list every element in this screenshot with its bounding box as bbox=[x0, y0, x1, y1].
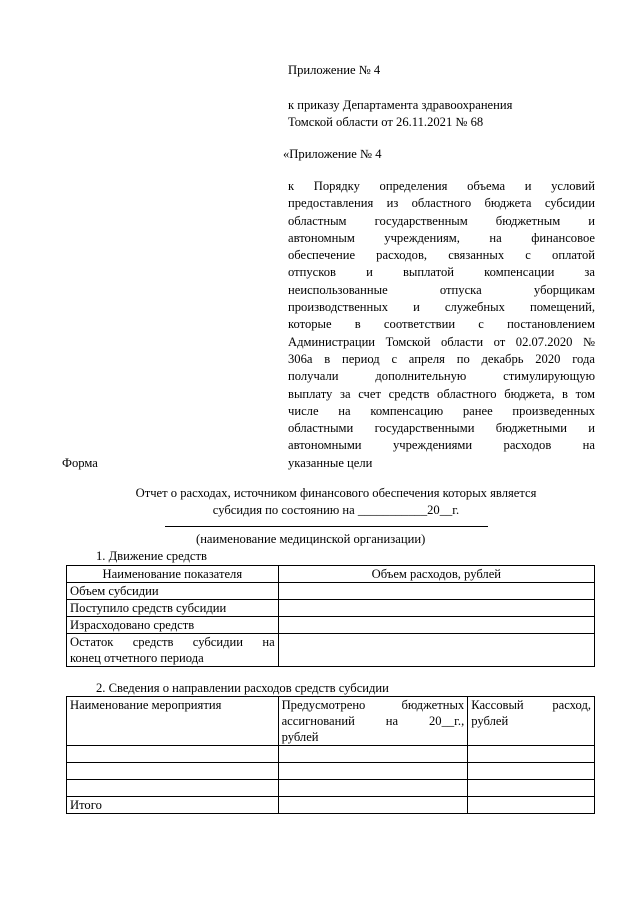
procedure-line: которые в соответствии с постановлением bbox=[288, 317, 595, 332]
report-title-line-2: субсидия по состоянию на ___________20__г. bbox=[212, 503, 460, 517]
procedure-line: автономными учреждениями расходов на bbox=[288, 438, 595, 453]
total-budget-cell bbox=[278, 797, 468, 814]
procedure-line: обеспечение расходов, связанных с оплатой bbox=[288, 248, 595, 263]
table-row bbox=[67, 583, 595, 600]
appendix-label: Приложение № 4 bbox=[288, 63, 381, 77]
procedure-line: областными государственными бюджетными и bbox=[288, 421, 595, 436]
row-value-cell bbox=[278, 583, 594, 600]
header-cash-expense: Кассовый расход, рублей bbox=[468, 697, 595, 746]
table-row bbox=[67, 600, 595, 617]
row-label-balance: Остаток средств субсидии на конец отчетного периода bbox=[67, 634, 279, 667]
total-label: Итого bbox=[67, 797, 279, 814]
procedure-line: выплату за счет средств областного бюджета, в том bbox=[288, 386, 595, 401]
row-label: Израсходовано средств bbox=[67, 617, 279, 634]
order-line-1: к приказу Департамента здравоохранения bbox=[288, 98, 513, 112]
table-row bbox=[67, 617, 595, 634]
procedure-line: числе на компенсацию ранее произведенных bbox=[288, 403, 595, 418]
inner-appendix-label: «Приложение № 4 bbox=[283, 147, 382, 161]
header-budget-allocations: Предусмотрено бюджетных ассигнований на 20__г., рублей bbox=[278, 697, 468, 746]
procedure-line: отпусков и выплатой компенсации за bbox=[288, 265, 595, 280]
org-name-underline bbox=[165, 526, 488, 527]
table-row bbox=[67, 634, 595, 667]
table-header-row bbox=[67, 697, 595, 746]
row-value-cell bbox=[278, 617, 594, 634]
header-expense-volume: Объем расходов, рублей bbox=[278, 566, 594, 583]
table-row bbox=[67, 746, 595, 763]
table-header-row bbox=[67, 566, 595, 583]
procedure-line: предоставления из областного бюджета субсидии bbox=[288, 196, 595, 211]
table-row bbox=[67, 780, 595, 797]
row-value-cell bbox=[278, 600, 594, 617]
row-label: Объем субсидии bbox=[67, 583, 279, 600]
procedure-text bbox=[288, 178, 595, 472]
row-value-cell bbox=[278, 634, 594, 667]
org-caption: (наименование медицинской организации) bbox=[196, 532, 426, 546]
procedure-line: к Порядку определения объема и условий bbox=[288, 179, 595, 193]
procedure-line: указанные цели bbox=[288, 455, 373, 470]
procedure-line: получали дополнительную стимулирующую bbox=[288, 369, 595, 384]
row-label: Поступило средств субсидии bbox=[67, 600, 279, 617]
procedure-line: неиспользованные отпуска уборщикам bbox=[288, 282, 595, 297]
procedure-line: производственных и служебных помещений, bbox=[288, 300, 595, 315]
report-title-line-1: Отчет о расходах, источником финансового обеспечения которых является bbox=[135, 486, 537, 500]
procedure-line: 306а в период с апреля по декабрь 2020 года bbox=[288, 351, 595, 366]
header-indicator: Наименование показателя bbox=[67, 566, 279, 583]
procedure-line: Администрации Томской области от 02.07.2020 № bbox=[288, 334, 595, 349]
section2-title: 2. Сведения о направлении расходов средств субсидии bbox=[96, 681, 389, 695]
total-cash-cell bbox=[468, 797, 595, 814]
form-label: Форма bbox=[62, 456, 98, 470]
section1-title: 1. Движение средств bbox=[96, 549, 207, 563]
total-row bbox=[67, 797, 595, 814]
funds-movement-table bbox=[66, 565, 595, 667]
procedure-line: автономным учреждениям, на финансовое bbox=[288, 230, 595, 245]
expense-directions-table bbox=[66, 696, 595, 814]
order-line-2: Томской области от 26.11.2021 № 68 bbox=[288, 115, 484, 129]
header-activity-name: Наименование мероприятия bbox=[67, 697, 279, 746]
table-row bbox=[67, 763, 595, 780]
procedure-line: областным государственным бюджетным и bbox=[288, 213, 595, 228]
